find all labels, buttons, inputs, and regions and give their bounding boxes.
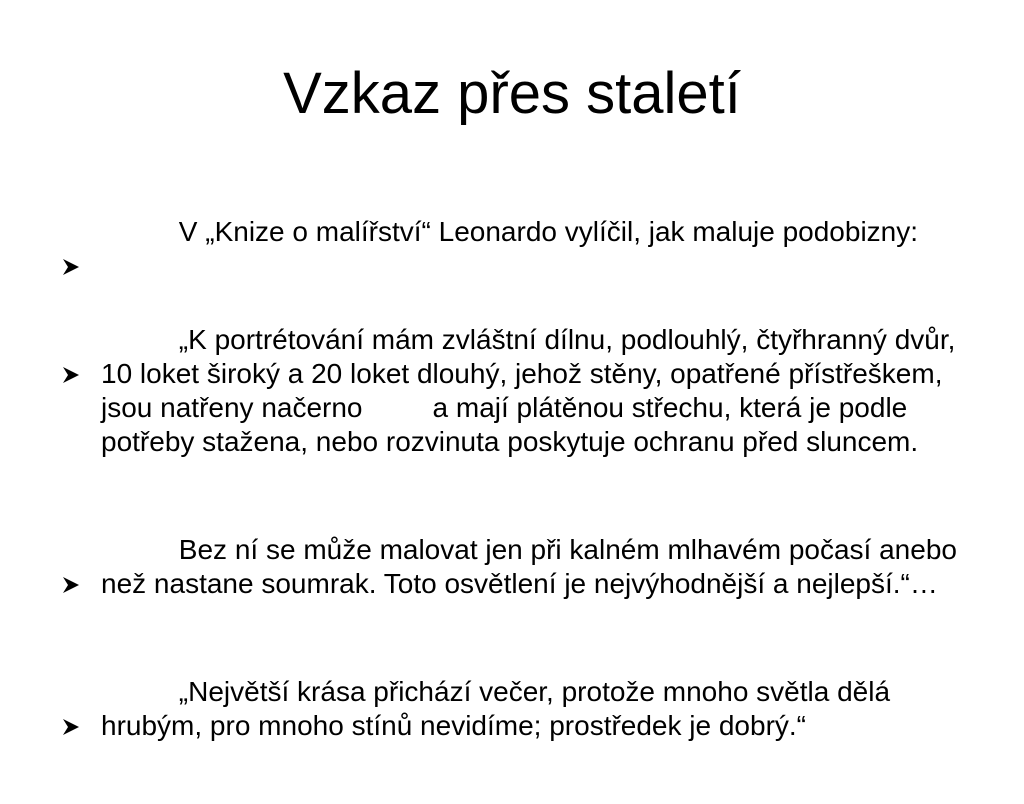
arrowhead-bullet-icon xyxy=(62,190,80,208)
list-item xyxy=(62,181,974,283)
bullet-list xyxy=(62,181,974,783)
list-item xyxy=(62,289,974,493)
list-item xyxy=(62,499,974,635)
bullet-text: Bez ní se může malovat jen při kalném mlhavém počasí anebo než nastane soumrak. Toto osvětlení je nejvýhodnější a nejlepší.“… xyxy=(101,534,965,599)
arrowhead-bullet-icon xyxy=(62,298,80,316)
bullet-text: V „Knize o malířství“ Leonardo vylíčil, jak maluje podobizny: xyxy=(147,216,919,247)
bullet-text: „Největší krása přichází večer, protože mnoho světla dělá hrubým, pro mnoho stínů nevidíme; prostředek je dobrý.“ xyxy=(101,676,898,741)
slide-title: Vzkaz přes staletí xyxy=(283,61,741,126)
bullet-text: „K portrétování mám zvláštní dílnu, podlouhlý, čtyřhranný dvůr, 10 loket široký a 20 loket dlouhý, jehož stěny, opatřené přístřeškem, jsou natřeny načerno a mají plátěnou střechu, která je podle potřeby stažena, nebo rozvinuta poskytuje ochranu před sluncem. xyxy=(101,324,964,457)
arrowhead-bullet-icon xyxy=(62,508,80,526)
arrowhead-bullet-icon xyxy=(62,650,80,668)
list-item xyxy=(62,641,974,777)
